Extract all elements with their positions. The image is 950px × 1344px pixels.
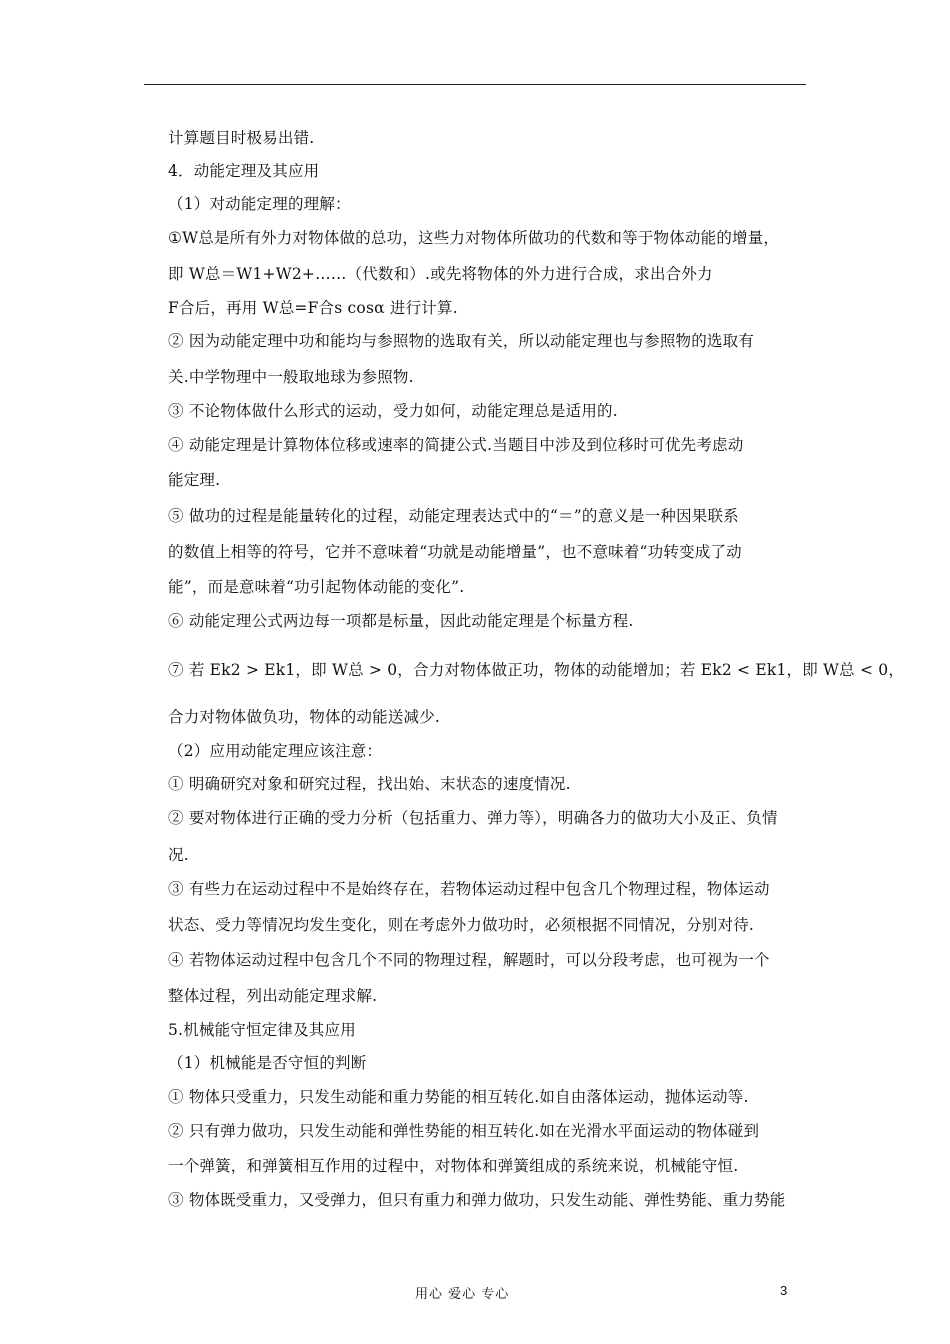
text-line: 能定理. [168, 471, 221, 489]
subsection-heading: （1）机械能是否守恒的判断 [168, 1054, 367, 1072]
text-line: 计算题目时极易出错. [168, 129, 315, 147]
formula-line: ⑦ 若 Ek2 > Ek1，即 W总 > 0，合力对物体做正功，物体的动能增加；若 Ek2 < Ek1，即 W总 < 0， [168, 661, 905, 679]
header-rule [144, 84, 806, 85]
section-heading: 4．动能定理及其应用 [168, 162, 320, 180]
text-line: 况. [168, 846, 189, 864]
section-heading: 5.机械能守恒定律及其应用 [168, 1021, 356, 1039]
text-line: ② 要对物体进行正确的受力分析（包括重力、弹力等），明确各力的做功大小及正、负情 [168, 809, 778, 827]
text-line: 一个弹簧，和弹簧相互作用的过程中，对物体和弹簧组成的系统来说，机械能守恒. [168, 1157, 739, 1175]
text-line: ⑤ 做功的过程是能量转化的过程，动能定理表达式中的“＝”的意义是一种因果联系 [168, 507, 739, 525]
text-line: ② 只有弹力做功，只发生动能和弹性势能的相互转化.如在光滑水平面运动的物体碰到 [168, 1122, 760, 1140]
text-line: ①W总是所有外力对物体做的总功，这些力对物体所做功的代数和等于物体动能的增量， [168, 229, 780, 247]
text-line: 关.中学物理中一般取地球为参照物. [168, 368, 414, 386]
text-line: 整体过程，列出动能定理求解. [168, 987, 378, 1005]
text-line: 的数值上相等的符号，它并不意味着“功就是动能增量”，也不意味着“功转变成了动 [168, 543, 742, 561]
subsection-heading: （1）对动能定理的理解： [168, 195, 351, 213]
text-line: ① 物体只受重力，只发生动能和重力势能的相互转化.如自由落体运动，抛体运动等. [168, 1088, 749, 1106]
text-line: ② 因为动能定理中功和能均与参照物的选取有关，所以动能定理也与参照物的选取有 [168, 332, 755, 350]
text-line: ⑥ 动能定理公式两边每一项都是标量，因此动能定理是个标量方程. [168, 612, 634, 630]
text-line: ③ 有些力在运动过程中不是始终存在，若物体运动过程中包含几个物理过程，物体运动 [168, 880, 770, 898]
text-line: ③ 物体既受重力，又受弹力，但只有重力和弹力做功，只发生动能、弹性势能、重力势能 [168, 1191, 786, 1209]
text-line: 即 W总＝W1+W2+……（代数和）.或先将物体的外力进行合成，求出合外力 [168, 265, 713, 283]
text-line: 能”，而是意味着“功引起物体动能的变化”. [168, 578, 465, 596]
text-line: ① 明确研究对象和研究过程，找出始、末状态的速度情况. [168, 775, 571, 793]
text-line: 状态、受力等情况均发生变化，则在考虑外力做功时，必须根据不同情况，分别对待. [168, 916, 755, 934]
text-line: ④ 动能定理是计算物体位移或速率的简捷公式.当题目中涉及到位移时可优先考虑动 [168, 436, 744, 454]
page-number: 3 [780, 1283, 788, 1298]
subsection-heading: （2）应用动能定理应该注意： [168, 742, 383, 760]
text-line: 合力对物体做负功，物体的动能送减少. [168, 708, 441, 726]
text-line: ③ 不论物体做什么形式的运动，受力如何，动能定理总是适用的. [168, 402, 618, 420]
text-line: ④ 若物体运动过程中包含几个不同的物理过程，解题时，可以分段考虑，也可视为一个 [168, 951, 770, 969]
footer-slogan: 用心 爱心 专心 [415, 1287, 510, 1302]
text-line: F合后，再用 W总=F合s cosα 进行计算. [168, 299, 458, 317]
